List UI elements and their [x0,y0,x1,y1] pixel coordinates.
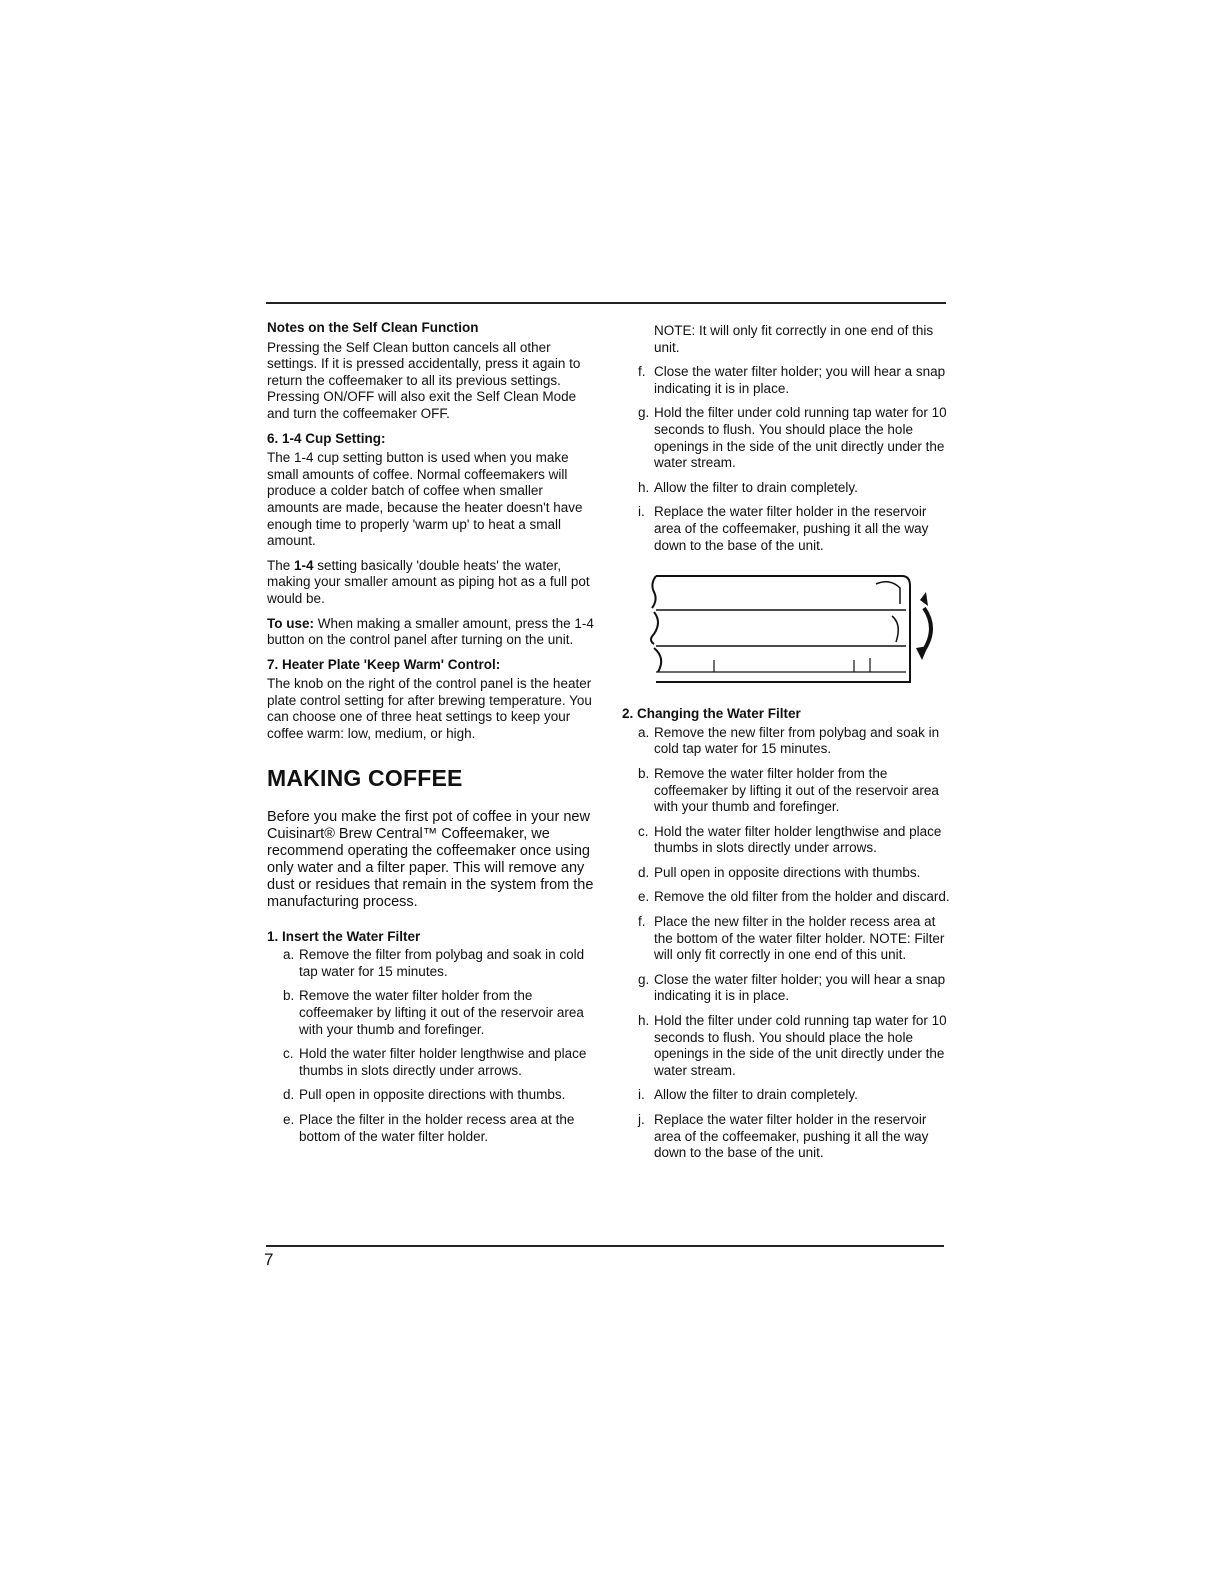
step-text: Place the new filter in the holder recess area at the bottom of the water filter holder. NOTE: Filter will only fit correctly in one end of this unit. [654,914,945,963]
step-text: Remove the old filter from the holder and discard. [654,889,950,905]
step-marker: g. [638,971,650,987]
step-marker: f. [638,364,646,380]
step-text: Hold the water filter holder lengthwise and place thumbs in slots directly under arrows. [299,1046,587,1078]
step-marker: e. [638,889,650,905]
step-marker: d. [283,1087,295,1103]
changing-filter-heading: 2. Changing the Water Filter [622,706,801,722]
water-filter-holder-illustration [644,564,944,694]
step-item [622,914,950,964]
step-text: Close the water filter holder; you will hear a snap indicating it is in place. [654,364,946,396]
self-clean-body: Pressing the Self Clean button cancels all other settings. If it is pressed accidentally, press it again to return the coffeemaker to all its previous settings. Pressing ON/OFF will also exit the Self Clean Mode and turn the coffeemaker OFF. [267,339,581,421]
step-text: Replace the water filter holder in the reservoir area of the coffeemaker, pushing it all the way down to the base of the unit. [654,504,929,553]
cup-setting-body: The 1-4 cup setting button is used when you make small amounts of coffee. Normal coffeemakers will produce a colder batch of coffee when smaller amounts are made, because the heater doesn't have enough time to properly 'warm up' to heat a small amount. [267,450,583,549]
step-text: Hold the filter under cold running tap water for 10 seconds to flush. You should place the hole openings in the side of the unit directly under the water stream. [654,405,947,471]
step-item [622,766,950,816]
step-text: Remove the new filter from polybag and soak in cold tap water for 15 minutes. [654,724,940,757]
step-item [622,504,950,554]
step-text: Pull open in opposite directions with thumbs. [299,1087,566,1103]
step-marker: i. [638,1087,645,1103]
making-coffee-title: MAKING COFFEE [267,764,463,791]
step-item [622,972,950,1005]
step-text: Remove the filter from polybag and soak in cold tap water for 15 minutes. [299,947,585,979]
insert-filter-steps-continued [622,364,950,554]
step-item [622,480,950,497]
step-text: Remove the water filter holder from the coffeemaker by lifting it out of the reservoir area with your thumb and forefinger. [654,765,939,815]
step-text: Hold the filter under cold running tap water for 10 seconds to flush. You should place the hole openings in the side of the unit directly under the water stream. [654,1013,947,1078]
cup-para2-bold: 1-4 [294,557,314,573]
bottom-rule [266,1245,944,1247]
cup-para2-post: setting basically 'double heats' the water, making your smaller amount as piping hot as a full pot would be. [267,557,590,606]
step-item [267,988,597,1038]
step-marker: c. [283,1046,294,1062]
step-marker: g. [638,405,650,421]
up-arrow-icon [920,592,928,606]
step-text: Allow the filter to drain completely. [654,1087,858,1103]
step-marker: a. [283,947,295,963]
down-arrow-icon [916,646,928,660]
changing-filter-steps [622,725,950,1162]
step-item [622,405,950,471]
step-marker: a. [638,724,650,740]
step-marker: c. [638,823,649,839]
step-text: Close the water filter holder; you will hear a snap indicating it is in place. [654,971,946,1004]
top-rule [266,302,946,304]
left-column [267,320,597,1153]
step-item [267,947,597,980]
step-text: Replace the water filter holder in the reservoir area of the coffeemaker, pushing it all the way down to the base of the unit. [654,1112,929,1161]
cup-setting-para2 [267,558,597,608]
cup-setting-heading: 6. 1-4 Cup Setting: [267,430,386,446]
right-column [622,323,950,1170]
to-use-body: When making a smaller amount, press the 1-4 button on the control panel after turning on the unit. [267,615,594,648]
step-item [622,824,950,857]
step-item [267,1087,597,1104]
insert-filter-heading: 1. Insert the Water Filter [267,928,421,944]
step-item [267,1046,597,1079]
step-item [622,1087,950,1104]
cup-para2-pre: The [267,557,295,573]
step-item [267,1112,597,1145]
step-marker: j. [638,1112,645,1127]
step-item [622,1112,950,1162]
step-marker: d. [638,864,650,880]
insert-filter-steps [267,947,597,1145]
step-marker: h. [638,479,650,495]
step-item [622,1013,950,1079]
step-item [622,364,950,397]
step-text: Hold the water filter holder lengthwise and place thumbs in slots directly under arrows. [654,823,942,856]
making-coffee-intro: Before you make the first pot of coffee in your new Cuisinart® Brew Central™ Coffeemaker, we recommend operating the coffeemaker once using only water and a filter paper. This will remove any dust or residues that remain in the system from the manufacturing process. [267,808,594,910]
step-marker: b. [283,988,295,1004]
note-continued: NOTE: It will only fit correctly in one end of this unit. [654,323,934,355]
step-item [622,725,950,758]
heater-plate-heading: 7. Heater Plate 'Keep Warm' Control: [267,656,501,672]
step-marker: h. [638,1013,650,1029]
to-use-paragraph [267,616,597,649]
step-item [622,865,950,882]
step-text: Pull open in opposite directions with thumbs. [654,864,921,880]
step-marker: b. [638,765,650,781]
step-text: Remove the water filter holder from the coffeemaker by lifting it out of the reservoir area with your thumb and forefinger. [299,988,584,1037]
to-use-label: To use: [267,615,314,631]
heater-plate-body: The knob on the right of the control panel is the heater plate control setting for after brewing temperature. You can choose one of three heat settings to keep your coffee warm: low, medium, or high. [267,676,592,742]
step-marker: e. [283,1112,295,1127]
step-marker: i. [638,504,645,520]
page-number: 7 [264,1250,274,1269]
curved-arrow-icon [924,608,931,650]
self-clean-heading: Notes on the Self Clean Function [267,320,479,335]
step-text: Place the filter in the holder recess area at the bottom of the water filter holder. [299,1112,575,1144]
step-text: Allow the filter to drain completely. [654,479,858,495]
step-item [622,889,950,906]
step-marker: f. [638,914,646,930]
